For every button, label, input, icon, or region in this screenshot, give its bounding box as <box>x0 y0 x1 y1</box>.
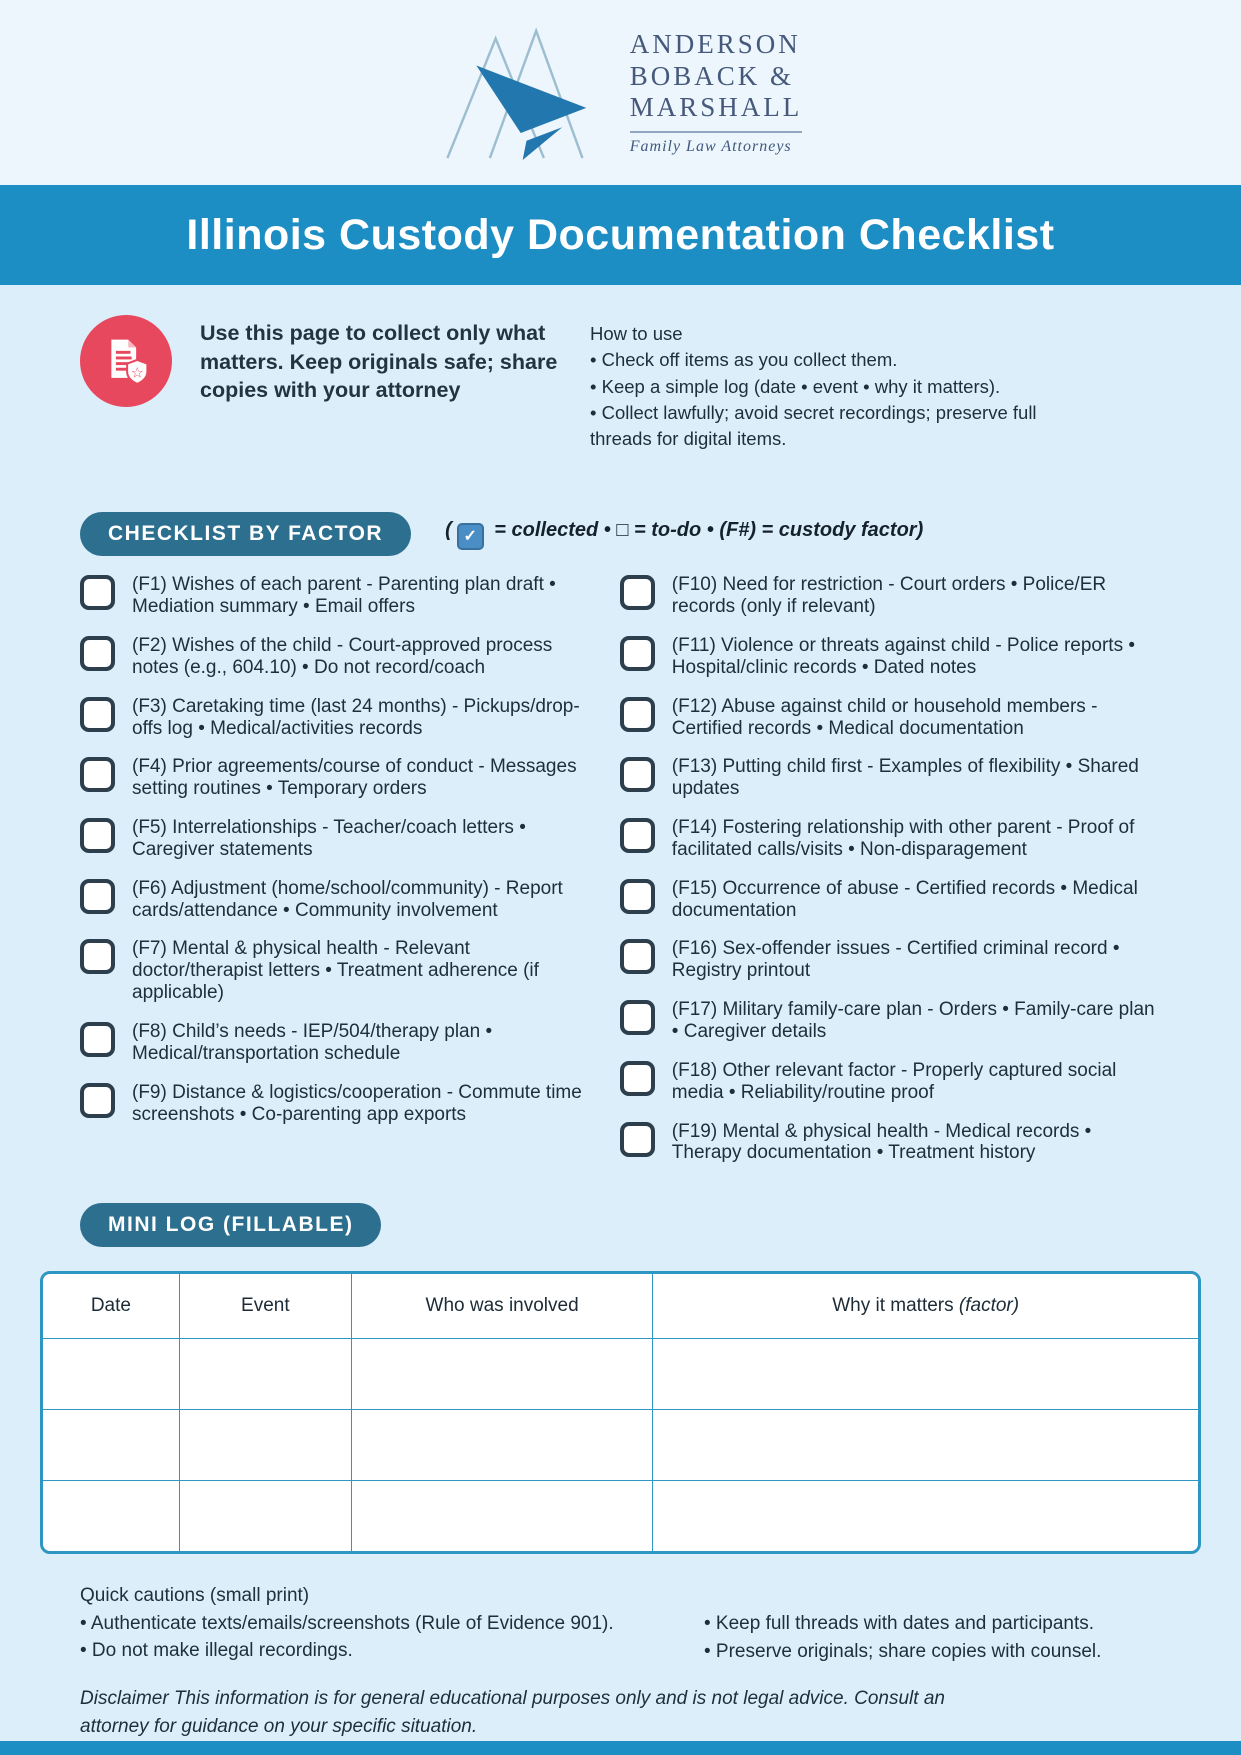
caution-bullet: • Do not make illegal recordings. <box>80 1640 353 1662</box>
checkbox-f8[interactable] <box>80 1022 115 1057</box>
footer-accent-bar <box>0 1741 1241 1755</box>
intro-headline: Use this page to collect only what matters. Keep originals safe; share copies with your attorney <box>200 321 558 403</box>
mini-log-pill: MINI LOG (FILLABLE) <box>80 1203 381 1247</box>
checklist-item-f4 <box>80 756 586 800</box>
firm-logo <box>439 25 803 160</box>
firm-name-line3: MARSHALL <box>629 92 803 123</box>
caution-bullet: • Authenticate texts/emails/screenshots (Rule of Evidence 901). <box>80 1612 614 1634</box>
checklist-item-f3 <box>80 696 586 740</box>
checklist-item-f14 <box>620 817 1161 861</box>
checkbox-f13[interactable] <box>620 757 655 792</box>
checkbox-f16[interactable] <box>620 939 655 974</box>
item-label-f2: (F2) Wishes of the child - Court-approved process notes (e.g., 604.10) • Do not record/coach <box>132 635 553 678</box>
item-label-f13: (F13) Putting child first - Examples of flexibility • Shared updates <box>671 756 1139 800</box>
page-title: Illinois Custody Documentation Checklist <box>186 210 1055 259</box>
item-label-f19: (F19) Mental & physical health - Medical records • Therapy documentation • Treatment history <box>671 1120 1092 1164</box>
log-col-who: Who was involved <box>351 1274 652 1339</box>
item-label-f11: (F11) Violence or threats against child - Police reports • Hospital/clinic records • Dated notes <box>671 635 1136 678</box>
log-cell-date[interactable] <box>43 1410 179 1481</box>
log-col-event: Event <box>179 1274 351 1339</box>
checkbox-f6[interactable] <box>80 879 115 914</box>
item-label-f6: (F6) Adjustment (home/school/community) - Report cards/attendance • Community involvement <box>132 877 563 921</box>
log-row <box>43 1481 1198 1552</box>
checklist-by-factor-pill: CHECKLIST BY FACTOR <box>80 512 411 556</box>
cautions-title: Quick cautions (small print) <box>80 1585 310 1607</box>
checklist-legend <box>445 519 923 550</box>
title-banner <box>0 185 1241 285</box>
item-label-f17: (F17) Military family-care plan - Orders • Family-care plan • Caregiver details <box>671 999 1155 1042</box>
checklist-item-f19 <box>620 1121 1161 1165</box>
firm-tagline: Family Law Attorneys <box>629 138 792 156</box>
checklist-item-f11 <box>620 635 1161 679</box>
checklist-item-f10 <box>620 574 1161 618</box>
firm-name-line2: BOBACK & <box>629 60 795 91</box>
how-to-use-bullet: • Keep a simple log (date • event • why it matters). <box>590 375 1001 397</box>
log-cell-date[interactable] <box>43 1339 179 1410</box>
caution-bullet: • Preserve originals; share copies with counsel. <box>704 1640 1102 1662</box>
checkbox-f17[interactable] <box>620 1000 655 1035</box>
checkbox-f3[interactable] <box>80 697 115 732</box>
log-row <box>43 1410 1198 1481</box>
item-label-f14: (F14) Fostering relationship with other parent - Proof of facilitated calls/visits • Non-disparagement <box>671 817 1135 860</box>
checkbox-f10[interactable] <box>620 575 655 610</box>
factor-checklist <box>80 574 1161 1181</box>
how-to-use-title: How to use <box>590 323 683 344</box>
checkbox-f7[interactable] <box>80 939 115 974</box>
checklist-item-f8 <box>80 1021 586 1065</box>
log-cell-why[interactable] <box>653 1481 1198 1552</box>
firm-name-line1: ANDERSON <box>629 28 801 59</box>
item-label-f4: (F4) Prior agreements/course of conduct - Messages setting routines • Temporary orders <box>132 756 577 800</box>
checklist-item-f13 <box>620 756 1161 800</box>
how-to-use-bullet: • Collect lawfully; avoid secret recordings; preserve full threads for digital items. <box>590 401 1037 450</box>
logo-divider <box>630 131 803 133</box>
log-col-why: Why it matters (factor) <box>653 1274 1198 1339</box>
checklist-item-f16 <box>620 938 1161 982</box>
checklist-item-f12 <box>620 696 1161 740</box>
log-cell-who[interactable] <box>351 1410 652 1481</box>
checklist-item-f17 <box>620 999 1161 1043</box>
log-cell-why[interactable] <box>653 1339 1198 1410</box>
item-label-f9: (F9) Distance & logistics/cooperation - Commute time screenshots • Co-parenting app exports <box>132 1081 582 1125</box>
checkbox-f9[interactable] <box>80 1083 115 1118</box>
item-label-f12: (F12) Abuse against child or household members - Certified records • Medical documentation <box>671 695 1098 739</box>
item-label-f18: (F18) Other relevant factor - Properly captured social media • Reliability/routine proof <box>671 1059 1117 1103</box>
checklist-item-f5 <box>80 817 586 861</box>
item-label-f10: (F10) Need for restriction - Court orders • Police/ER records (only if relevant) <box>671 574 1107 618</box>
item-label-f1: (F1) Wishes of each parent - Parenting plan draft • Mediation summary • Email offers <box>132 574 556 618</box>
log-cell-date[interactable] <box>43 1481 179 1552</box>
log-cell-event[interactable] <box>179 1481 351 1552</box>
log-cell-event[interactable] <box>179 1339 351 1410</box>
checklist-item-f15 <box>620 878 1161 922</box>
checklist-item-f18 <box>620 1060 1161 1104</box>
how-to-use-bullet: • Check off items as you collect them. <box>590 349 898 371</box>
checkbox-f15[interactable] <box>620 879 655 914</box>
checkbox-f18[interactable] <box>620 1061 655 1096</box>
how-to-use-block <box>590 321 1068 452</box>
checkbox-f12[interactable] <box>620 697 655 732</box>
checkbox-f14[interactable] <box>620 818 655 853</box>
checklist-item-f7 <box>80 938 586 1004</box>
checklist-right-column <box>620 574 1161 1181</box>
mini-log-table <box>40 1271 1201 1554</box>
checkbox-f11[interactable] <box>620 636 655 671</box>
log-cell-event[interactable] <box>179 1410 351 1481</box>
log-cell-who[interactable] <box>351 1339 652 1410</box>
checklist-item-f1 <box>80 574 586 618</box>
checked-checkbox-icon: ✓ <box>457 523 484 550</box>
item-label-f7: (F7) Mental & physical health - Relevant doctor/therapist letters • Treatment adherence (if applicable) <box>132 938 539 1004</box>
item-label-f8: (F8) Child’s needs - IEP/504/therapy plan • Medical/transportation schedule <box>132 1020 493 1064</box>
quick-cautions-section <box>80 1582 1161 1665</box>
svg-text:☆: ☆ <box>130 365 144 382</box>
checkbox-f19[interactable] <box>620 1122 655 1157</box>
caution-bullet: • Keep full threads with dates and participants. <box>704 1613 1095 1635</box>
log-cell-who[interactable] <box>351 1481 652 1552</box>
checklist-item-f9 <box>80 1082 586 1126</box>
mountain-arrow-logo-icon <box>439 25 614 160</box>
firm-name-block <box>630 29 803 157</box>
checkbox-f5[interactable] <box>80 818 115 853</box>
checklist-section-header <box>80 512 1161 556</box>
log-row <box>43 1339 1198 1410</box>
checklist-item-f6 <box>80 878 586 922</box>
checkbox-f1[interactable] <box>80 575 115 610</box>
cautions-left-column <box>80 1582 640 1665</box>
log-header-row <box>43 1274 1198 1339</box>
checkbox-f4[interactable] <box>80 757 115 792</box>
disclaimer-text: Disclaimer This information is for general educational purposes only and is not legal advice. Consult an attorney for guidance on your specific situation. <box>80 1688 945 1737</box>
log-col-date: Date <box>43 1274 179 1339</box>
intro-section <box>80 315 1161 452</box>
item-label-f5: (F5) Interrelationships - Teacher/coach letters • Caregiver statements <box>132 817 526 860</box>
log-cell-why[interactable] <box>653 1410 1198 1481</box>
checklist-item-f2 <box>80 635 586 679</box>
legend-open-paren: ( <box>445 519 452 542</box>
checklist-left-column <box>80 574 586 1181</box>
document-badge-icon <box>80 315 172 407</box>
cautions-right-column <box>704 1582 1101 1665</box>
checkbox-f2[interactable] <box>80 636 115 671</box>
item-label-f16: (F16) Sex-offender issues - Certified criminal record • Registry printout <box>671 938 1120 982</box>
item-label-f3: (F3) Caretaking time (last 24 months) - Pickups/drop-offs log • Medical/activities records <box>132 695 580 739</box>
legend-text: = collected • □ = to-do • (F#) = custody factor) <box>488 519 924 542</box>
mini-log-section-header <box>80 1203 1161 1247</box>
log-col-why-suffix: (factor) <box>958 1295 1020 1317</box>
page-header <box>0 0 1241 185</box>
item-label-f15: (F15) Occurrence of abuse - Certified records • Medical documentation <box>671 877 1138 921</box>
